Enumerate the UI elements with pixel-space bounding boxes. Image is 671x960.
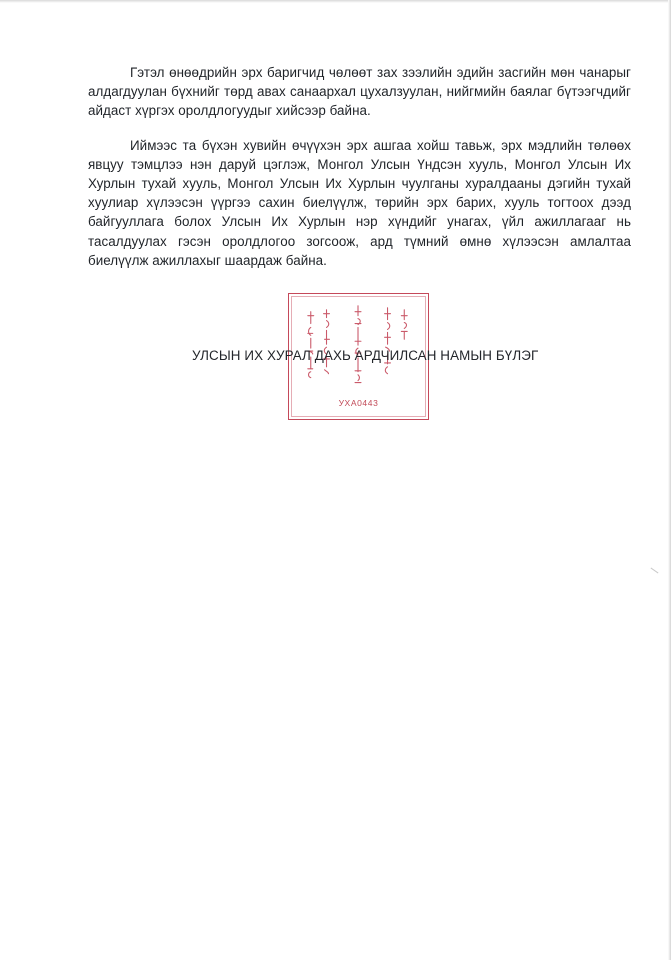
paragraph-2: Иймээс та бүхэн хувийн өчүүхэн эрх ашгаа хойш тавьж, эрх мэдлийн төлөөх явцуу тэмцлээ нэн даруй цэглэж, Монгол Улсын Үндсэн хууль, Монгол Улсын Их Хурлын тухай хууль, Монгол Улсын Их Хурлын чуулганы хуралдааны дэгийн тухай хуулиар хүлээсэн үүргээ сахин биелүүлж, төрийн эрх барих, хууль тогтоох дээд байгууллага болох Улсын Их Хурлын нэр хүндийг унагах, үйл ажиллагааг нь тасалдуулах гэсэн оролдлогоо зогсоож, ард түмний өмнө хүлээсэн амлалтаа биелүүлж ажиллахыг шаардаж байна. [88, 137, 631, 268]
signature-line: УЛСЫН ИХ ХУРАЛ ДАХЬ АРДЧИЛСАН НАМЫН БҮЛЭГ [192, 348, 539, 363]
scan-edge-top [0, 0, 671, 3]
document-body [88, 63, 631, 270]
scan-speck [651, 568, 659, 574]
paragraph-1: Гэтэл өнөөдрийн эрх баригчид чөлөөт зах зээлийн эдийн засгийн мөн чанарыг алдагдуулан бүхнийг төрд авах санаархал цухалзуулан, нийгмийн баялаг бүтээгчдийг айдаст хүргэх оролдлогуудыг хийсээр байна. [88, 65, 631, 119]
stamp-code: УХА0443 [338, 398, 379, 408]
